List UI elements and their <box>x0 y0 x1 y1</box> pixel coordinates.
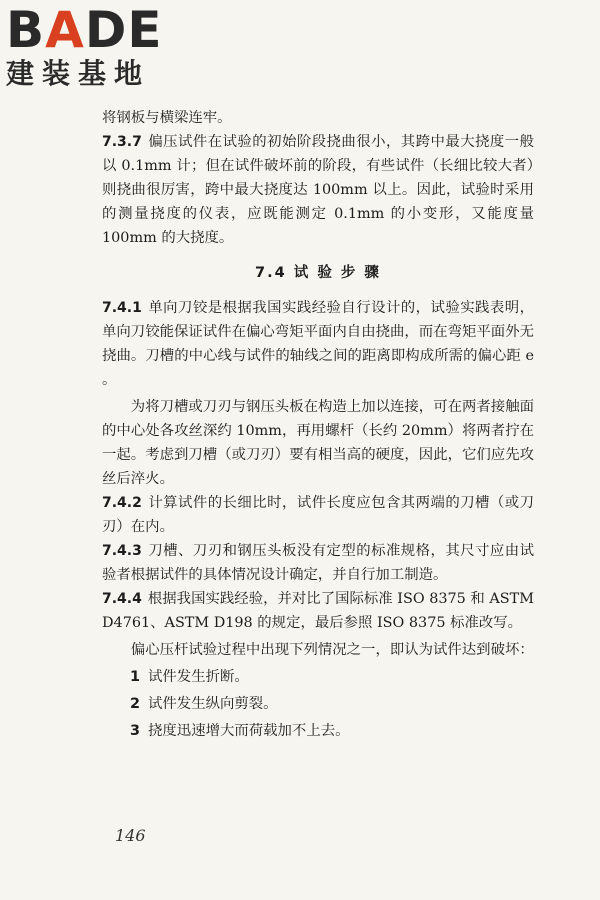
section-heading: 7.4 试 验 步 骤 <box>255 265 381 281</box>
clause-7-4-2 <box>102 491 534 539</box>
list-item <box>102 665 534 689</box>
clause-text: 刀槽、刀刃和钢压头板没有定型的标准规格，其尺寸应由试验者根据试件的具体情况设计确定，并自行加工制造。 <box>102 543 534 583</box>
clause-number: 7.4.4 <box>102 591 142 607</box>
list-text: 试件发生纵向剪裂。 <box>148 696 278 712</box>
logo-wordmark <box>6 1 186 59</box>
clause-number: 7.4.1 <box>102 300 142 316</box>
clause-text: 偏压试件在试验的初始阶段挠曲很小，其跨中最大挠度一般以 0.1mm 计；但在试件破坏前的阶段，有些试件（长细比较大者）则挠曲很厉害，跨中最大挠度达 100mm 以上。因此，试验时采用的测量挠度的仪表，应既能测定 0.1mm 的小变形，又能度量 100mm 的大挠度。 <box>102 134 534 246</box>
clause-text: 计算试件的长细比时，试件长度应包含其两端的刀槽（或刀刃）在内。 <box>102 495 534 535</box>
clause-number: 7.4.2 <box>102 495 142 511</box>
clause-number: 7.4.3 <box>102 543 142 559</box>
logo-subtitle: 建装基地 <box>6 57 151 90</box>
document-body <box>102 106 534 743</box>
logo-letter-a: A <box>45 1 85 59</box>
list-text: 挠度迅速增大而荷载加不上去。 <box>148 723 350 739</box>
clause-7-4-1 <box>102 296 534 392</box>
site-logo <box>6 1 186 100</box>
clause-7-4-1-paragraph-2: 为将刀槽或刀刃与钢压头板在构造上加以连接，可在两者接触面的中心处各攻丝深约 10mm，再用螺杆（长约 20mm）将两者拧在一起。考虑到刀槽（或刀刃）要有相当高的硬度，因此，它们应先攻丝后淬火。 <box>102 399 534 487</box>
list-text: 试件发生折断。 <box>148 669 249 685</box>
clause-text: 根据我国实践经验，并对比了国际标准 ISO 8375 和 ASTM D4761、ASTM D198 的规定，最后参照 ISO 8375 标准改写。 <box>102 591 534 631</box>
list-number: 2 <box>130 696 141 712</box>
logo-letter-b: B <box>6 1 46 59</box>
clause-text: 单向刀铰是根据我国实践经验自行设计的，试验实践表明，单向刀铰能保证试件在偏心弯矩平面内自由挠曲，而在弯矩平面外无挠曲。刀槽的中心线与试件的轴线之间的距离即构成所需的偏心距 e 。 <box>102 300 534 388</box>
logo-letters-de: DE <box>84 1 163 59</box>
clause-number: 7.3.7 <box>102 134 142 150</box>
clause-7-3-7 <box>102 130 534 250</box>
list-item <box>102 692 534 716</box>
clause-7-4-3 <box>102 539 534 587</box>
intro-paragraph: 将钢板与横梁连牢。 <box>102 110 232 126</box>
clause-7-4-4 <box>102 587 534 635</box>
list-number: 3 <box>130 723 141 739</box>
page-number: 146 <box>115 826 146 845</box>
list-item <box>102 719 534 743</box>
clause-7-4-4-paragraph-2: 偏心压杆试验过程中出现下列情况之一，即认为试件达到破坏： <box>130 642 534 658</box>
list-number: 1 <box>130 669 141 685</box>
